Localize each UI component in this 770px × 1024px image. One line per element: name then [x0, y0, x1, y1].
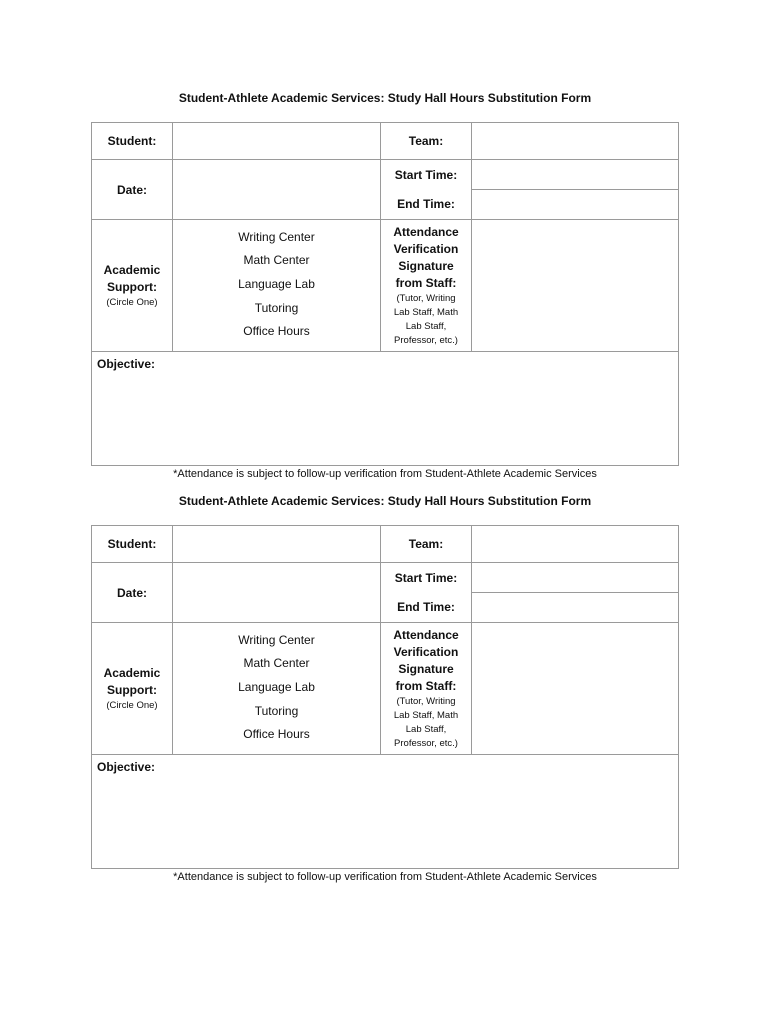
end-time-label: End Time:: [380, 592, 471, 622]
signature-label: [380, 219, 471, 351]
student-label: Student:: [107, 134, 157, 148]
academic-support-options: [172, 622, 380, 754]
team-label: Team:: [380, 123, 471, 159]
start-time-label: Start Time:: [380, 562, 471, 592]
date-label: Date:: [92, 562, 172, 622]
option-language-lab[interactable]: Language Lab: [238, 680, 315, 694]
date-field[interactable]: [172, 562, 380, 622]
end-time-field[interactable]: [471, 189, 679, 219]
start-time-field[interactable]: [471, 159, 679, 189]
footnote: *Attendance is subject to follow-up verification from Student-Athlete Academic Services: [173, 468, 597, 480]
signature-field[interactable]: [471, 219, 679, 351]
signature-line-4: from Staff:: [395, 678, 457, 693]
signature-line-2: Verification: [393, 644, 459, 659]
academic-support-label: [92, 219, 172, 351]
option-tutoring[interactable]: Tutoring: [254, 704, 299, 718]
signature-note-2: Lab Staff, Math: [393, 709, 459, 721]
form-title: Student-Athlete Academic Services: Study Hall Hours Substitution Form: [178, 91, 592, 105]
academic-support-label: [92, 622, 172, 754]
signature-line-3: Signature: [398, 258, 454, 273]
circle-one-note: (Circle One): [106, 699, 158, 711]
objective-label: Objective:: [97, 357, 156, 371]
date-label: Date:: [92, 159, 172, 219]
end-time-field[interactable]: [471, 592, 679, 622]
signature-line-1: Attendance: [393, 224, 459, 239]
option-writing-center[interactable]: Writing Center: [238, 230, 315, 244]
academic-support-options: [172, 219, 380, 351]
signature-note-1: (Tutor, Writing: [396, 695, 456, 707]
signature-line-2: Verification: [393, 241, 459, 256]
start-time-label: Start Time:: [380, 159, 471, 189]
signature-note-4: Professor, etc.): [394, 737, 458, 749]
form-grid: [91, 525, 679, 869]
date-field[interactable]: [172, 159, 380, 219]
student-label: Student:: [107, 537, 157, 551]
footnote: *Attendance is subject to follow-up verification from Student-Athlete Academic Services: [173, 871, 597, 883]
signature-label: [380, 622, 471, 754]
start-time-field[interactable]: [471, 562, 679, 592]
signature-note-1: (Tutor, Writing: [396, 292, 456, 304]
academic-support-line-2: Support:: [107, 279, 157, 294]
signature-line-4: from Staff:: [395, 275, 457, 290]
objective-field[interactable]: [92, 754, 679, 869]
team-field[interactable]: [471, 526, 679, 562]
team-field[interactable]: [471, 123, 679, 159]
academic-support-line-1: Academic: [103, 665, 161, 680]
option-office-hours[interactable]: Office Hours: [243, 727, 310, 741]
option-office-hours[interactable]: Office Hours: [243, 324, 310, 338]
option-math-center[interactable]: Math Center: [243, 253, 310, 267]
circle-one-note: (Circle One): [106, 296, 158, 308]
signature-field[interactable]: [471, 622, 679, 754]
team-label: Team:: [380, 526, 471, 562]
signature-note-4: Professor, etc.): [394, 334, 458, 346]
student-field[interactable]: [172, 123, 380, 159]
form-grid: [91, 122, 679, 466]
signature-line-3: Signature: [398, 661, 454, 676]
academic-support-line-2: Support:: [107, 682, 157, 697]
student-field[interactable]: [172, 526, 380, 562]
signature-line-1: Attendance: [393, 627, 459, 642]
option-language-lab[interactable]: Language Lab: [238, 277, 315, 291]
signature-note-2: Lab Staff, Math: [393, 306, 459, 318]
form-title: Student-Athlete Academic Services: Study Hall Hours Substitution Form: [178, 494, 592, 508]
option-tutoring[interactable]: Tutoring: [254, 301, 299, 315]
option-writing-center[interactable]: Writing Center: [238, 633, 315, 647]
objective-label: Objective:: [97, 760, 156, 774]
objective-field[interactable]: [92, 351, 679, 466]
signature-note-3: Lab Staff,: [405, 723, 447, 735]
signature-note-3: Lab Staff,: [405, 320, 447, 332]
academic-support-line-1: Academic: [103, 262, 161, 277]
option-math-center[interactable]: Math Center: [243, 656, 310, 670]
end-time-label: End Time:: [380, 189, 471, 219]
